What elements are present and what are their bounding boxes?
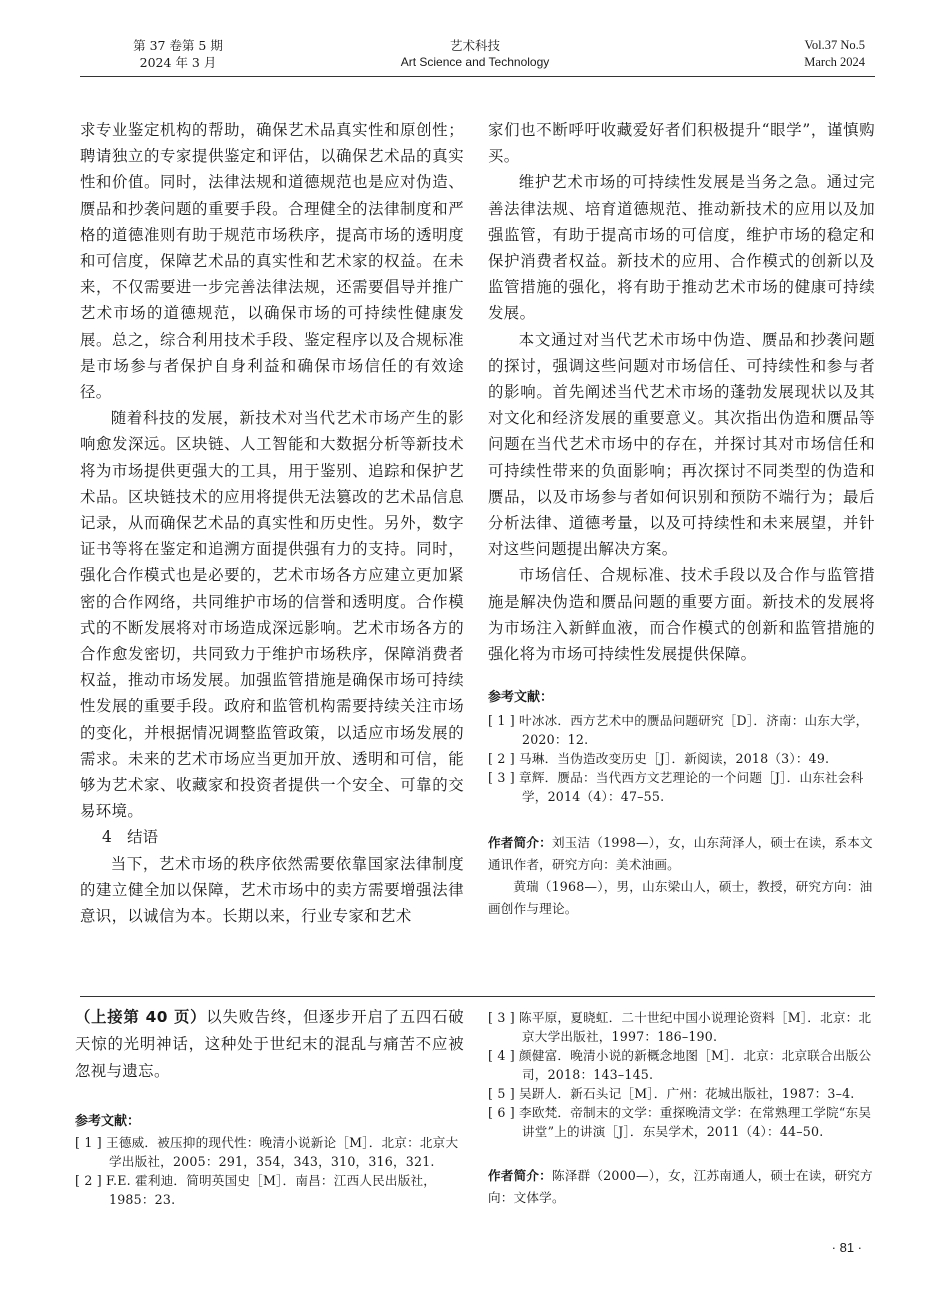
reference-item: [ 1 ] 王德威．被压抑的现代性：晚清小说新论［M］．北京：北京大学出版社，2005：291，354，343，310，316，321.	[75, 1135, 459, 1169]
continued-article-left	[75, 1004, 464, 1209]
author-bio: 作者简介：刘玉洁（1998—），女，山东菏泽人，硕士在读，系本文通讯作者，研究方向：美术油画。	[488, 835, 873, 873]
reference-item: [ 5 ] 吴趼人．新石头记［M］．广州：花城出版社，1987：3–4.	[488, 1086, 855, 1101]
continued-label: （上接第 40 页）	[75, 1008, 207, 1026]
right-column	[488, 117, 875, 920]
reference-item: [ 3 ] 章辉．赝品：当代西方文艺理论的一个问题［J］．山东社会科学，2014（4）：47–55.	[488, 770, 864, 805]
references-title: 参考文献：	[75, 1114, 141, 1129]
section-title: 4 结语	[102, 828, 158, 847]
continued-paragraph: （上接第 40 页）以失败告终，但逐步开启了五四石破天惊的光明神话，这种处于世纪末的混乱与痛苦不应被忽视与遗忘。	[75, 1008, 464, 1080]
journal-title: 艺术科技 Art Science and Technology	[400, 38, 550, 69]
references-title: 参考文献：	[488, 690, 554, 706]
reference-item: [ 3 ] 陈平原，夏晓虹．二十世纪中国小说理论资料［M］．北京：北京大学出版社，1997：186–190.	[488, 1010, 872, 1044]
paragraph: 维护艺术市场的可持续性发展是当务之急。通过完善法律法规、培育道德规范、推动新技术的应用以及加强监管，有助于提高市场的可信度，维护市场的稳定和保护消费者权益。新技术的应用、合作模式的创新以及监管措施的强化，将有助于推动艺术市场的健康可持续发展。	[488, 173, 875, 323]
reference-item: [ 2 ] F.E. 霍利迪．简明英国史［M］．南昌：江西人民出版社，1985：23.	[75, 1173, 437, 1207]
author-bio-label: 作者简介：	[488, 835, 552, 851]
page-number: · 81 ·	[831, 1240, 862, 1255]
author-bio-label: 作者简介：	[488, 1168, 552, 1183]
reference-item: [ 4 ] 颜健富．晚清小说的新概念地图［M］．北京：北京联合出版公司，2018：143–145.	[488, 1048, 872, 1082]
paragraph: 当下，艺术市场的秩序依然需要依靠国家法律制度的建立健全加以保障，艺术市场中的卖方需要增强法律意识，以诚信为本。长期以来，行业专家和艺术	[80, 854, 464, 926]
journal-volume-issue: 第 37 卷第 5 期 2024 年 3 月	[133, 38, 223, 70]
reference-item: [ 2 ] 马琳．当伪造改变历史［J］．新阅读，2018（3）：49.	[488, 751, 830, 767]
reference-item: [ 6 ] 李欧梵．帝制末的文学：重探晚清文学：在常熟理工学院“东吴讲堂”上的讲演［J］．东吴学术，2011（4）：44–50.	[488, 1105, 872, 1139]
left-column	[80, 117, 464, 929]
paragraph: 随着科技的发展，新技术对当代艺术市场产生的影响愈发深远。区块链、人工智能和大数据分析等新技术将为市场提供更强大的工具，用于鉴别、追踪和保护艺术品。区块链技术的应用将提供无法篡改的艺术品信息记录，从而确保艺术品的真实性和历史性。另外，数字证书等将在鉴定和追溯方面提供强有力的支持。同时，强化合作模式也是必要的，艺术市场各方应建立更加紧密的合作网络，共同维护市场的信誉和透明度。合作模式的不断发展将对市场造成深远影响。艺术市场各方的合作愈发密切，共同致力于维护市场秩序，保障消费者权益，推动市场发展。加强监管措施是确保市场可持续性发展的重要手段。政府和监管机构需要持续关注市场的变化，并根据情况调整监管政策，以适应市场发展的需求。未来的艺术市场应当更加开放、透明和可信，能够为艺术家、收藏家和投资者提供一个安全、可靠的交易环境。	[80, 409, 464, 821]
paragraph: 本文通过对当代艺术市场中伪造、赝品和抄袭问题的探讨，强调这些问题对市场信任、可持续性和参与者的影响。首先阐述当代艺术市场的蓬勃发展现状以及其对文化和经济发展的重要意义。其次指出伪造和赝品等问题在当代艺术市场中的存在，并探讨其对市场信任和可持续性带来的负面影响；再次探讨不同类型的伪造和赝品，以及市场参与者如何识别和预防不端行为；最后分析法律、道德考量，以及可持续性和未来展望，并针对这些问题提出解决方案。	[488, 330, 875, 559]
journal-volume-english: Vol.37 No.5 March 2024	[804, 38, 865, 69]
paragraph: 家们也不断呼吁收藏爱好者们积极提升“眼学”，谨慎购买。	[488, 121, 875, 166]
article-separator	[80, 996, 875, 997]
author-bio: 黄瑞（1968—），男，山东梁山人，硕士，教授，研究方向：油画创作与理论。	[488, 879, 873, 917]
continued-article-right	[488, 1008, 875, 1209]
header-rule	[80, 76, 875, 77]
paragraph: 市场信任、合规标准、技术手段以及合作与监管措施是解决伪造和赝品问题的重要方面。新技术的发展将为市场注入新鲜血液，而合作模式的创新和监管措施的强化将为市场可持续性发展提供保障。	[488, 566, 875, 664]
paragraph: 求专业鉴定机构的帮助，确保艺术品真实性和原创性；聘请独立的专家提供鉴定和评估，以确保艺术品的真实性和价值。同时，法律法规和道德规范也是应对伪造、赝品和抄袭问题的重要手段。合理健全的法律制度和严格的道德准则有助于规范市场秩序，提高市场的透明度和可信度，保障艺术品的真实性和艺术家的权益。在未来，不仅需要进一步完善法律法规，还需要倡导并推广艺术市场的道德规范，以确保市场的可持续性健康发展。总之，综合利用技术手段、鉴定程序以及合规标准是市场参与者保护自身利益和确保市场信任的有效途径。	[80, 121, 464, 402]
author-bio: 作者简介：陈泽群（2000—），女，江苏南通人，硕士在读，研究方向：文体学。	[488, 1168, 873, 1205]
reference-item: [ 1 ] 叶冰冰．西方艺术中的赝品问题研究［D］．济南：山东大学，2020：12.	[488, 713, 869, 748]
